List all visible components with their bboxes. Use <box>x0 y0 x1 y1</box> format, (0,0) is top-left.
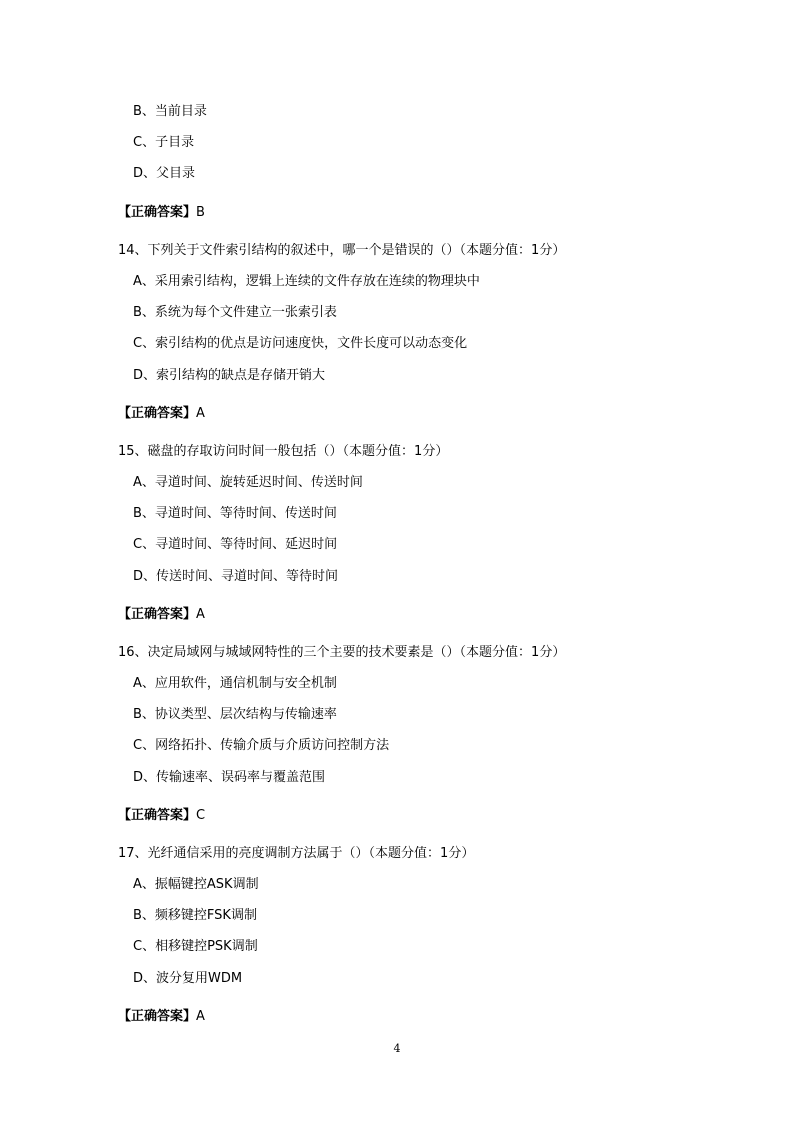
answer-label: 【正确答案】 <box>118 1009 197 1024</box>
question-16-option-d: D、传输速率、误码率与覆盖范围 <box>133 770 326 785</box>
question-14-option-a: A、采用索引结构，逻辑上连续的文件存放在连续的物理块中 <box>133 274 480 289</box>
answer-value: A <box>196 607 205 622</box>
question-14: 14、下列关于文件索引结构的叙述中，哪一个是错误的（）（本题分值：1分） <box>118 243 566 258</box>
question-15: 15、磁盘的存取访问时间一般包括（）（本题分值：1分） <box>118 444 449 459</box>
answer-value: C <box>196 808 206 823</box>
carryover-answer <box>118 205 205 221</box>
question-15-option-d: D、传送时间、寻道时间、等待时间 <box>133 569 339 584</box>
answer-value: A <box>196 406 205 421</box>
answer-value: A <box>196 1009 205 1024</box>
question-16-option-c: C、网络拓扑、传输介质与介质访问控制方法 <box>133 738 390 753</box>
question-14-answer <box>118 406 205 422</box>
question-17-option-a: A、振幅键控ASK调制 <box>133 877 259 892</box>
question-15-option-c: C、寻道时间、等待时间、延迟时间 <box>133 537 338 552</box>
answer-label: 【正确答案】 <box>118 406 197 421</box>
question-14-option-d: D、索引结构的缺点是存储开销大 <box>133 368 326 383</box>
question-15-option-b: B、寻道时间、等待时间、传送时间 <box>133 506 337 521</box>
question-15-answer <box>118 607 205 623</box>
question-15-option-a: A、寻道时间、旋转延迟时间、传送时间 <box>133 475 363 490</box>
question-17-answer <box>118 1009 205 1025</box>
question-16: 16、决定局域网与城域网特性的三个主要的技术要素是（）（本题分值：1分） <box>118 645 566 660</box>
question-17-option-c: C、相移键控PSK调制 <box>133 939 258 954</box>
carryover-option-b: B、当前目录 <box>133 104 207 119</box>
question-17-option-b: B、频移键控FSK调制 <box>133 908 257 923</box>
answer-label: 【正确答案】 <box>118 205 197 220</box>
page-number: 4 <box>393 1042 401 1055</box>
answer-label: 【正确答案】 <box>118 607 197 622</box>
question-17-option-d: D、波分复用WDM <box>133 971 243 986</box>
question-16-answer <box>118 808 205 824</box>
carryover-option-c: C、子目录 <box>133 135 195 150</box>
question-17: 17、光纤通信采用的亮度调制方法属于（）（本题分值：1分） <box>118 846 475 861</box>
carryover-option-d: D、父目录 <box>133 166 196 181</box>
question-16-option-a: A、应用软件，通信机制与安全机制 <box>133 676 337 691</box>
answer-label: 【正确答案】 <box>118 808 197 823</box>
question-14-option-c: C、索引结构的优点是访问速度快，文件长度可以动态变化 <box>133 336 468 351</box>
question-16-option-b: B、协议类型、层次结构与传输速率 <box>133 707 337 722</box>
question-14-option-b: B、系统为每个文件建立一张索引表 <box>133 305 337 320</box>
answer-value: B <box>196 205 205 220</box>
